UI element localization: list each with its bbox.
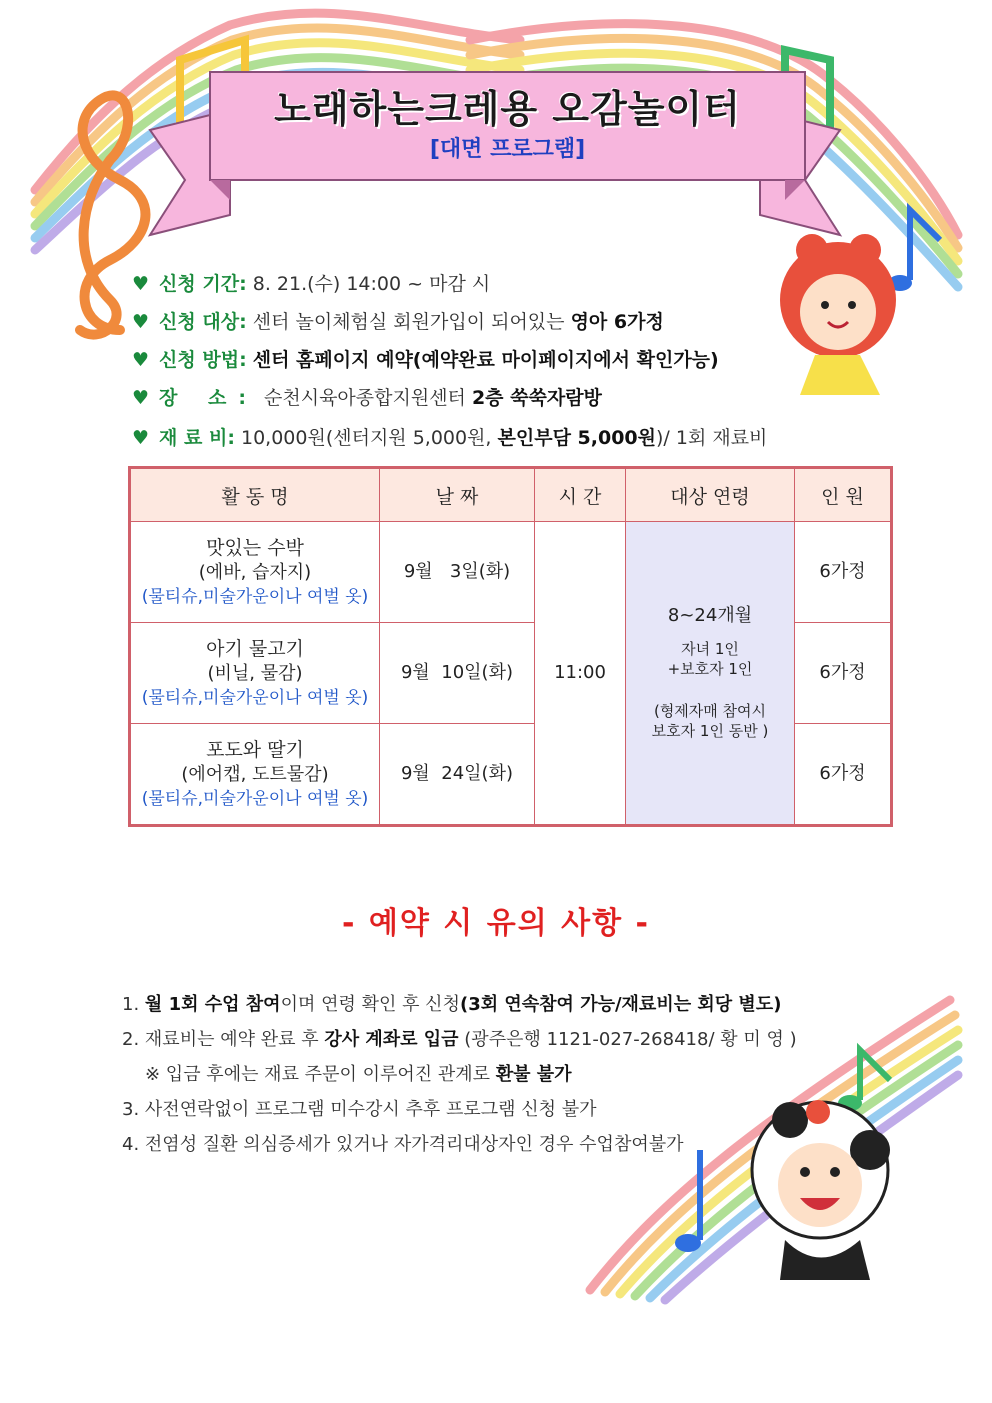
- cow-costume-character-illustration: [752, 1100, 890, 1280]
- heart-icon: ♥: [132, 387, 150, 409]
- header-activity: 활 동 명: [130, 468, 380, 522]
- notice-item-4: 4. 전염성 질환 의심증세가 있거나 자가격리대상자인 경우 수업참여불가: [122, 1134, 684, 1155]
- header-age: 대상 연령: [626, 468, 795, 522]
- page-subtitle: [대면 프로그램]: [429, 137, 586, 162]
- activity-cell: 맛있는 수박 (에바, 습자지) (물티슈,미술가운이나 여벌 옷): [130, 522, 380, 623]
- heart-icon: ♥: [132, 349, 150, 371]
- activity-cell: 포도와 딸기 (에어캡, 도트물감) (물티슈,미술가운이나 여벌 옷): [130, 724, 380, 826]
- count-cell: 6가정: [795, 623, 892, 724]
- age-cell: 8~24개월 자녀 1인 +보호자 1인 (형제자매 참여시 보호자 1인 동반 ): [626, 522, 795, 826]
- heart-icon: ♥: [132, 273, 150, 295]
- header-time: 시 간: [535, 468, 626, 522]
- activity-cell: 아기 물고기 (비닐, 물감) (물티슈,미술가운이나 여벌 옷): [130, 623, 380, 724]
- date-cell: 9월 24일(화): [380, 724, 535, 826]
- notice-item-3: 3. 사전연락없이 프로그램 미수강시 추후 프로그램 신청 불가: [122, 1099, 597, 1120]
- info-period: ♥ 신청 기간: 8. 21.(수) 14:00 ~ 마감 시: [132, 273, 491, 295]
- heart-icon: ♥: [132, 427, 150, 449]
- table-row: [130, 522, 892, 623]
- notice-item-2: 2. 재료비는 예약 완료 후 강사 계좌로 입금 (광주은행 1121-027-268418/ 황 미 영 ): [122, 1029, 797, 1050]
- notice-refund-note: ※ 입금 후에는 재료 주문이 이루어진 관계로 환불 불가: [145, 1064, 572, 1085]
- info-place: ♥ 장 소: 순천시육아종합지원센터 2층 쑥쑥자람방: [132, 387, 602, 409]
- schedule-table: [128, 466, 893, 827]
- info-target: ♥ 신청 대상: 센터 놀이체험실 회원가입이 되어있는 영아 6가정: [132, 311, 664, 333]
- header-count: 인 원: [795, 468, 892, 522]
- notice-item-1: 1. 월 1회 수업 참여이며 연령 확인 후 신청(3회 연속참여 가능/재료비는 회당 별도): [122, 994, 782, 1015]
- date-cell: 9월 3일(화): [380, 522, 535, 623]
- info-method: ♥ 신청 방법: 센터 홈페이지 예약(예약완료 마이페이지에서 확인가능): [132, 349, 719, 371]
- count-cell: 6가정: [795, 724, 892, 826]
- page-title: 노래하는크레용 오감놀이터: [274, 87, 741, 131]
- count-cell: 6가정: [795, 522, 892, 623]
- time-cell: 11:00: [535, 522, 626, 826]
- info-fee: ♥ 재 료 비: 10,000원(센터지원 5,000원, 본인부담 5,000원)/ 1회 재료비: [132, 427, 768, 449]
- heart-icon: ♥: [132, 311, 150, 333]
- table-header-row: [130, 468, 892, 522]
- date-cell: 9월 10일(화): [380, 623, 535, 724]
- header-date: 날 짜: [380, 468, 535, 522]
- notice-title: - 예약 시 유의 사항 -: [342, 906, 650, 941]
